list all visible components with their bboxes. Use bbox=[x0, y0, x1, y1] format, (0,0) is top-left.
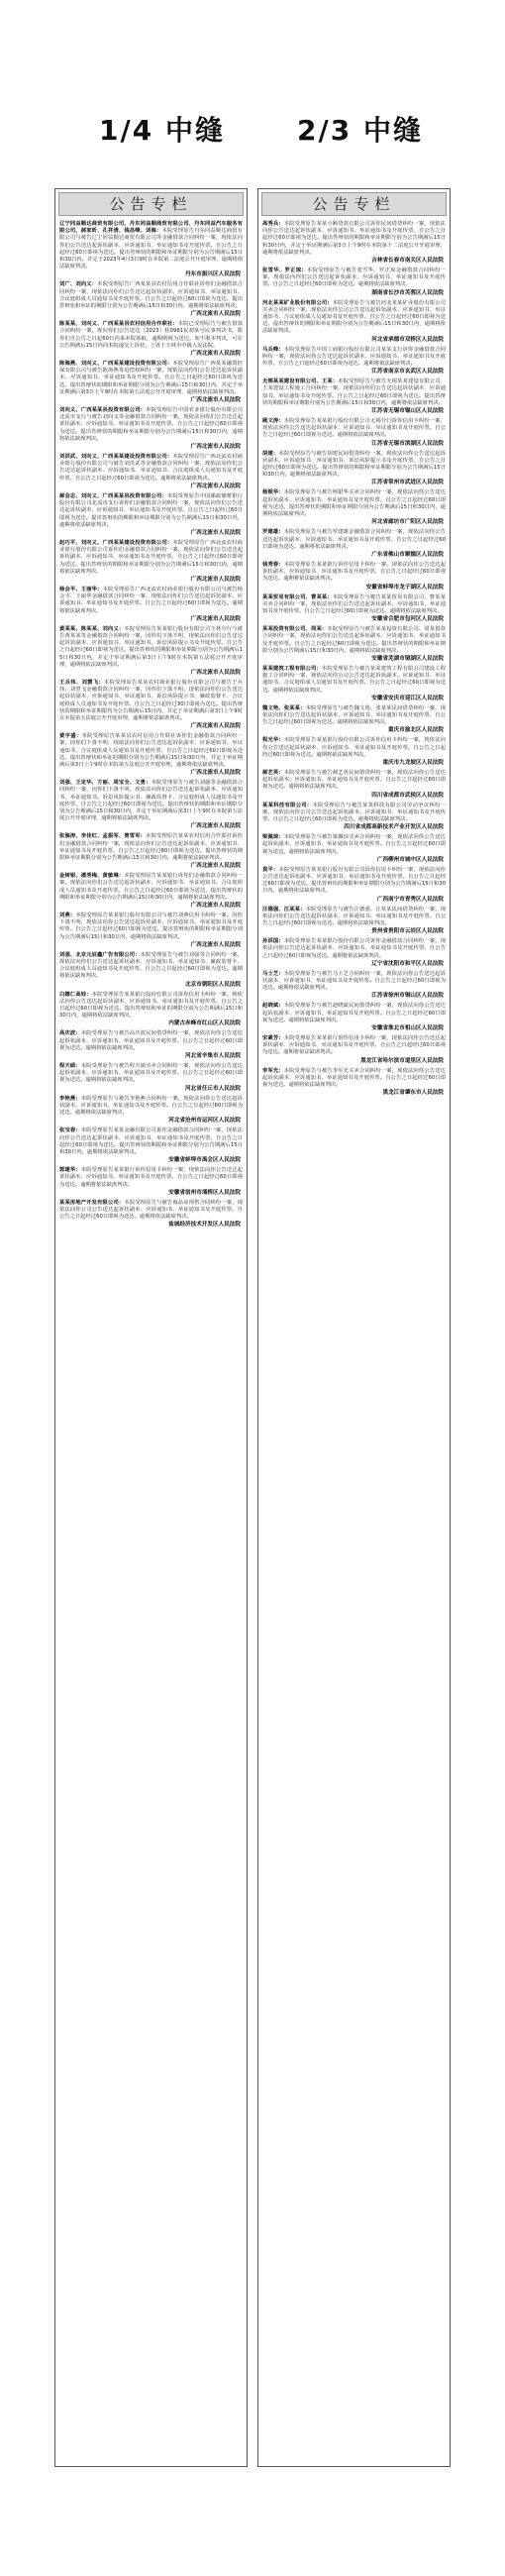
notice-party: 刘广、刘向义： bbox=[59, 281, 98, 288]
notice-body bbox=[262, 938, 446, 960]
notice-body bbox=[262, 705, 446, 727]
notice-party: 赵晓斌： bbox=[262, 1003, 284, 1010]
notice-issuer: 安徽省芜湖市镜湖区人民法院 bbox=[371, 655, 444, 662]
notice-issuer: 广西北流市人民法院 bbox=[190, 903, 241, 910]
notice-text: 本院受理原告与被告汪德强、汪某某民间借贷纠纷一案，现依法向你们公告送达起诉状副本、应诉通知书、举证通知书及开庭传票。自公告之日起经过60日即视为送达。逾期将依法缺席判决。 bbox=[262, 906, 446, 927]
notice-body bbox=[59, 587, 243, 615]
notice-issuer: 黑龙江省哈尔滨市道里区人民法院 bbox=[360, 1057, 444, 1064]
court-notice bbox=[262, 666, 446, 702]
notice-body bbox=[59, 407, 243, 443]
notice-party: 郝艺英： bbox=[262, 769, 284, 776]
court-notice bbox=[59, 1030, 243, 1060]
notice-body bbox=[59, 992, 243, 1020]
notice-body bbox=[59, 321, 243, 350]
court-notice bbox=[262, 300, 446, 344]
notice-text: 本院受理原告某某小额贷款有限公司诉你民间借贷纠纷一案，现依法向你公告送达起诉状副本、应诉通知书、举证通知书及开庭传票。自公告之日起经过60日即视为送达。提出答辩状的期限和举证期限分别为公告期满后15日和30日内，并定于举证期满后第3日上午9时在本院第十二法庭公开开庭审理，逾期将依法缺席判决。 bbox=[262, 221, 446, 256]
notice-party: 顾文涛： bbox=[262, 418, 284, 425]
notice-body bbox=[59, 680, 243, 722]
court-notice bbox=[59, 321, 243, 358]
notice-party: 梁佩琼： bbox=[262, 834, 284, 841]
notice-issuer: 广西北流市人民法院 bbox=[190, 483, 241, 489]
left-column-heading: 1/4 中缝 bbox=[99, 114, 225, 147]
court-notice bbox=[262, 938, 446, 968]
notice-issuer: 广西北流市人民法院 bbox=[190, 529, 241, 536]
notice-party: 张海涛、李佳红、孟振军、曾雪军： bbox=[59, 833, 147, 840]
notice-text: 本院受理原告与被告刘强等金融借款合同纠纷一案，因你们下落不明，现依法向你们公告送达起诉状副本、应诉通知书、举证通知书、诉讼风险提示书、廉政监督卡、合议庭组成人员通知书及开庭传票。自公告之日起经过60日即视为送达。提出答辩状的期限和举证期限分别为公告期满后15日和30日内，并定于举证期满后第3日上午9时在本院第五法庭公开开庭审理，逾期将依法缺席判决。 bbox=[59, 780, 243, 822]
notice-issuer: 丹东市振兴区人民法院 bbox=[185, 271, 241, 278]
notice-issuer: 河北省廊坊市广阳区人民法院 bbox=[371, 519, 444, 526]
court-notice bbox=[262, 705, 446, 735]
court-notice bbox=[262, 418, 446, 448]
notice-party: 某某贸易有限公司、曹某某： bbox=[262, 593, 333, 600]
notice-text: 本院受理原告与被告河北某某矿业股份有限公司买卖合同纠纷一案，现依法向你公司公告送达起诉状副本、应诉通知书、举证通知书、合议庭组成人员通知书及开庭传票。自公告之日起经过60日即视为送达。提出答辩状的期限和举证期限分别为公告期满后15日和30日内，逾期将依法缺席判决。 bbox=[262, 299, 446, 335]
notice-body bbox=[59, 952, 243, 981]
notice-issuer: 辽宁省沈阳市和平区人民法院 bbox=[371, 960, 444, 967]
notice-party: 黄宇盛： bbox=[59, 733, 82, 740]
notice-body bbox=[262, 378, 446, 407]
notice-issuer: 广西北流市人民法院 bbox=[190, 723, 241, 730]
notice-party: 宋素芳： bbox=[262, 1035, 284, 1042]
notice-body bbox=[262, 268, 446, 289]
notice-body bbox=[262, 594, 446, 616]
notice-issuer: 广西北流市人民法院 bbox=[190, 397, 241, 404]
court-notice bbox=[59, 873, 243, 910]
notice-body bbox=[262, 562, 446, 584]
court-notice bbox=[59, 540, 243, 584]
notice-body bbox=[59, 1096, 243, 1118]
notice-party: 刘强、王定华、方丽、周宝全、文勇： bbox=[59, 780, 152, 787]
notice-text: 本院受理原告与被告赵晓斌民间借贷纠纷一案，现依法向你公告送达起诉状副本、应诉通知书、举证通知书及开庭传票。自公告之日起经过60日即视为送达。逾期将依法缺席判决。 bbox=[262, 1003, 446, 1023]
notice-text: 本院受理原告与被告某某建筑工程有限公司建设工程施工合同纠纷一案，现依法向你公司公告送达起诉状副本、应诉通知书、举证通知书、合议庭组成人员通知书及开庭传票。自公告之日起经过60日即视为送达。逾期将依法缺席判决。 bbox=[262, 665, 446, 694]
court-notice bbox=[59, 626, 243, 677]
notice-party: 袁平： bbox=[262, 866, 279, 873]
notice-issuer: 安徽省淮北市相山区人民法院 bbox=[371, 1025, 444, 1032]
notice-body bbox=[59, 1127, 243, 1156]
notice-party: 杨银华： bbox=[262, 489, 284, 496]
notice-body bbox=[59, 780, 243, 822]
notice-body bbox=[262, 770, 446, 792]
notice-text: 本院受理原告某某银行股份有限公司诉你金融借款合同纠纷一案，现依法向你公告送达起诉状副本、应诉通知书、举证通知书及开庭传票。自公告之日起经过60日即视为送达。逾期将依法缺席判决。 bbox=[262, 938, 446, 959]
notice-issuer: 江苏省常州市武进区人民法院 bbox=[371, 480, 444, 486]
notice-issuer: 安徽省蚌埠市禹会区人民法院 bbox=[168, 1157, 241, 1164]
notice-body bbox=[59, 493, 243, 529]
court-notice bbox=[59, 833, 243, 870]
notice-text: 本院受理原告某某银行股份有限公司诉你信用卡纠纷一案，现依法向你公告送达起诉状副本、应诉通知书、举证通知书及开庭传票。自公告之日起经过60日即视为送达。逾期将依法缺席判决。 bbox=[262, 737, 446, 758]
court-notice bbox=[59, 221, 243, 278]
notice-issuer: 河北省任丘市人民法院 bbox=[185, 1085, 241, 1092]
notice-text: 本院受理原告与被告李军光买卖合同纠纷一案，现依法向你公告送达起诉状副本、应诉通知书、举证通知书及开庭传票。自公告之日起经过60日即视为送达。逾期将依法缺席判决。 bbox=[262, 1067, 446, 1089]
court-notice bbox=[262, 1035, 446, 1065]
notice-text: 本院受理原告丹东同益顺达商贸有限公司与被告辽宁同益顺达商贸有限公司等金融借款合同纠纷一案，现依法向你们公告送达起诉状副本、应诉通知书、举证通知书及开庭传票。自公告之日起经过60日即视为送达。提出答辩状的期限和举证期限分别为公告期满后15日和30日内。并定于2023年4月3日9时在本院第二法庭公开开庭审理，逾期将依法缺席判决。 bbox=[59, 228, 243, 270]
notice-issuer: 河北省承德市双桥区人民法院 bbox=[371, 336, 444, 343]
notice-body bbox=[262, 1003, 446, 1024]
notice-issuer: 广西北流市人民法院 bbox=[190, 770, 241, 777]
notice-body bbox=[262, 1068, 446, 1090]
notice-text: 本院受理原告广西某某县农村信用合作联社诉你们金融借款合同纠纷一案，现依法向你们公告送达起诉状副本、应诉通知书、举证通知书、合议庭组成人员通知书及开庭传票。自公告之日起经过60日即视为送达。提出答辩状和举证的期限分别为公告期满后15日和30日内，逾期将依法缺席判决。 bbox=[59, 281, 243, 310]
notice-text: 本院受理原告广西某某融资担保有限公司与被告陈海燕等追偿权纠纷一案，现依法向你们公告送达起诉状副本、应诉通知书、举证通知书及开庭传票。自公告之日起经过60日即视为送达。提出答辩状的期限和举证期限分别为公告期满后15日和30日内，并定于举证期满后第3日上午9时在本院第五法庭公开开庭审理，逾期将依法缺席判决。 bbox=[59, 361, 243, 395]
notice-party: 胡建： bbox=[262, 450, 279, 457]
notice-body bbox=[262, 834, 446, 856]
notice-text: 本院受理原告某某银行股份有限公司玉林分行与被告黄某某等金融借款合同纠纷一案，因你们下落不明，现依法向你们公告送达起诉状副本、应诉通知书、举证通知书、诉讼风险提示书及开庭传票。自公告之日起经过60日即视为送达。提出答辩状的期限和举证期限分别为公告期满后15日和30日内，并定于举证期满后第3日上午9时在本院第五法庭公开开庭审理，逾期将依法缺席判决。 bbox=[59, 625, 243, 668]
notice-issuer: 湖南省长沙市芙蓉区人民法院 bbox=[371, 289, 444, 296]
notice-text: 本院受理原告与被告李艳燕合同纠纷一案，现依法向你公告送达起诉状副本、应诉通知书、举证通知书及开庭传票。自公告之日起经过60日即视为送达。逾期将依法缺席判决。 bbox=[59, 1095, 243, 1117]
notice-text: 本院受理原告与被告魏文艳、张某某民间借贷纠纷一案，现依法向你们公告送达起诉状副本、应诉通知书、举证通知书及开庭传票。自公告之日起经过60日即视为送达。逾期将依法缺席判决。 bbox=[262, 704, 446, 726]
court-notice bbox=[59, 493, 243, 537]
notice-body bbox=[59, 281, 243, 310]
court-notice bbox=[59, 912, 243, 949]
notice-party: 李艳燕： bbox=[59, 1095, 81, 1102]
court-notice bbox=[262, 489, 446, 526]
notice-issuer: 重庆市渝北区人民法院 bbox=[388, 727, 444, 734]
court-notice bbox=[262, 268, 446, 297]
notice-party: 高秀兵： bbox=[262, 221, 284, 227]
notice-body bbox=[59, 1063, 243, 1085]
notice-party: 孙洪国： bbox=[262, 938, 284, 945]
notice-body bbox=[59, 1030, 243, 1052]
notice-issuer: 内蒙古赤峰市红山区人民法院 bbox=[168, 1020, 241, 1027]
notice-body bbox=[59, 1167, 243, 1189]
notice-party: 无锡某某建设有限公司、王某： bbox=[262, 378, 339, 385]
court-notice bbox=[262, 347, 446, 376]
court-notice bbox=[262, 867, 446, 904]
notice-issuer: 广西北流市人民法院 bbox=[190, 823, 241, 830]
right-notices bbox=[258, 219, 450, 1102]
notice-issuer: 广西北流市人民法院 bbox=[190, 941, 241, 948]
notice-party: 程天硕： bbox=[59, 1063, 81, 1070]
court-notice bbox=[262, 529, 446, 559]
court-notice bbox=[59, 281, 243, 318]
notice-issuer: 广西北流市人民法院 bbox=[190, 669, 241, 676]
right-column-title: 公告专栏 bbox=[261, 192, 447, 216]
notice-text: 本院受理原告与被告商品房预售合同纠纷一案，现依法向你公司公告送达起诉状副本、应诉通知书、举证通知书及开庭传票。自公告之日起经过60日即视为送达。逾期将依法缺席判决。 bbox=[59, 1199, 243, 1221]
notice-party: 黄某某、陈某某、刘向义： bbox=[59, 625, 125, 632]
notice-party: 某某建筑工程有限公司： bbox=[262, 665, 322, 672]
notice-issuer: 广西北流市人民法院 bbox=[190, 444, 241, 451]
notice-party: 陈海燕、刘向义、广西某某建设投资有限公司： bbox=[59, 361, 173, 368]
notice-text: 本院受理原告与被告胡建民间借贷纠纷一案，现依法向你公告送达起诉状副本、应诉通知书、举证通知书、诉讼风险提示书及开庭传票。自公告之日起经过60日即视为送达。提出答辩状的期限和举证期限分别为公告期满后15日和30日内，逾期将依法缺席判决。 bbox=[262, 450, 446, 479]
notice-body bbox=[59, 1200, 243, 1222]
notice-text: 本院受理原告与被告张雪华、罗正琼金融借款合同纠纷一案，现依法向你们公告送达起诉状副本、应诉通知书、举证通知书及开庭传票。自公告之日起经过60日即视为送达。逾期将依法缺席判决。 bbox=[262, 268, 446, 288]
notice-text: 本院受理原告中国农业银行股份有限公司北流市支行与被告刘向义等金融借款合同纠纷一案，现依法向你们公告送达起诉状副本、应诉通知书、举证通知书及开庭传票。自公告之日起经过60日即视为送达。提出答辩状的期限和举证期限分别为公告期满后15日和30日内，逾期将依法缺席判决。 bbox=[59, 407, 243, 442]
notice-issuer: 四川省成都高新技术产业开发区人民法院 bbox=[344, 824, 444, 831]
notice-text: 本院受理原告与被告无锡某某建设有限公司、王某建设工程施工合同纠纷一案，现依法向你们公告送达起诉状副本、应诉通知书、举证通知书及开庭传票。自公告之日起经过60日即视为送达。提出答辩状的期限和举证期限分别为公告期满后15日和30日内，逾期将依法缺席判决。 bbox=[262, 378, 446, 406]
notice-text: 本院受理原告与被告程天硕买卖合同纠纷一案，现依法向你公告送达起诉状副本、应诉通知书、举证通知书及开庭传票。自公告之日起经过60日即视为送达。逾期将依法缺席判决。 bbox=[59, 1063, 243, 1084]
notice-body bbox=[59, 626, 243, 669]
court-notice bbox=[262, 737, 446, 767]
right-column-heading: 2/3 中缝 bbox=[297, 114, 423, 147]
notice-body bbox=[59, 221, 243, 270]
notice-text: 本院受理原告与被告郝艺英民间借贷纠纷一案，现依法向你公告送达起诉状副本、应诉通知书、举证通知书及开庭传票。自公告之日起经过60日即视为送达。逾期将依法缺席判决。 bbox=[262, 769, 446, 791]
notice-text: 本院受理原告与被告某某贸易有限公司、曹某某买卖合同纠纷一案，现依法向你们公告送达起诉状副本、应诉通知书、举证通知书及开庭传票。自公告之日起经过60日即视为送达。逾期将依法缺席判决。 bbox=[262, 593, 446, 614]
notice-text: 本院受理原告某某银行股份有限公司与被告刘燕信用卡纠纷一案，因你下落不明，现依法向你公告送达起诉状副本、应诉通知书、举证通知书及开庭传票。自公告之日起经过60日即视为送达。提出答辩状的期限和举证期限分别为公告期满后15日和30日内，逾期将依法缺席判决。 bbox=[59, 912, 243, 940]
notice-text: 本院受理原告广西北流农村商业银行股份有限公司与被告杨会平、王丽华金融借款合同纠纷一案，现依法向你们公告送达起诉状副本、应诉通知书、举证通知书及开庭传票。自公告之日起经过60日即视为送达。逾期将依法缺席判决。 bbox=[59, 586, 243, 614]
notice-body bbox=[262, 489, 446, 518]
right-announcement-column bbox=[257, 188, 451, 2467]
notice-party: 刘强、北京元辰鑫广告有限公司： bbox=[59, 951, 141, 958]
notice-issuer: 江苏省徐州市铜山区人民法院 bbox=[371, 993, 444, 1000]
notice-party: 郝会志、刘向义、广西某某县投资有限公司： bbox=[59, 492, 167, 499]
court-notice bbox=[262, 1003, 446, 1032]
notice-body bbox=[262, 666, 446, 695]
court-notice bbox=[59, 1200, 243, 1230]
notice-text: 本院受理原告某某农村商业银行股份有限公司与被告王兵伟、刘慧飞金融借款合同纠纷一案，因你们下落不明，现依法向你们公告送达起诉状副本、应诉通知书、举证通知书、诉讼风险提示书、廉政监督卡、合议庭组成人员通知书及开庭传票。自公告之日起经过30日即视为送达。提出答辩状的期限和举证期限均为公告期满后15日内，并定于举证期满后第3日上午9时在本院第五法庭公开开庭审理，逾期将依法缺席判决。 bbox=[59, 679, 243, 721]
notice-body bbox=[262, 221, 446, 257]
notice-text: 本院受理原告某某银行股份有限公司诉你信用卡纠纷一案，现依法向你公告送达起诉状副本、应诉通知书、举证通知书及开庭传票。自公告之日起经过60日即视为送达。提出答辩状和举证的期限分别为公告期满后15日和30日内，逾期将依法缺席判决。 bbox=[59, 991, 243, 1020]
notice-party: 刘燕： bbox=[59, 912, 76, 919]
court-notice bbox=[262, 971, 446, 1001]
notice-party: 魏文艳、张某某： bbox=[262, 704, 306, 711]
notice-party: 金树银、潘秀梅、黄敏琳： bbox=[59, 873, 125, 880]
court-notice bbox=[59, 407, 243, 451]
notice-text: 本院受理原告中国邮政储蓄银行股份有限公司北流市支行诉你们金融借款合同纠纷一案，现依法向你们公告送达起诉状副本、应诉通知书、举证通知书及开庭传票。自公告之日起经过60日即视为送达。提出答辩状的期限和举证期限分别为公告期满后15日和30日内，逾期将依法缺席判决。 bbox=[59, 492, 243, 528]
notice-text: 本院受理原告与被告梁佩琼买卖合同纠纷一案，现依法向你公告送达起诉状副本、应诉通知书、举证通知书及开庭传票。自公告之日起经过60日即视为送达。逾期将依法缺席判决。 bbox=[262, 834, 446, 855]
notice-issuer: 江苏省南京市玄武区人民法院 bbox=[371, 369, 444, 376]
court-notice bbox=[59, 1167, 243, 1197]
notice-party: 河北某某矿业股份有限公司： bbox=[262, 299, 333, 306]
notice-party: 某某投资有限公司、周某： bbox=[262, 626, 328, 633]
notice-text: 本院受理原告某某银行诉你们金融借款合同纠纷一案，现依法向你们公告送达起诉状副本、应诉通知书、举证通知书、合议庭组成人员通知书及开庭传票。自公告之日起经过60日即视为送达。提出答辩状的期限和举证期限分别为公告期满后15日和30日内，逾期将依法缺席判决。 bbox=[59, 873, 243, 901]
notice-issuer: 广西柳州市城中区人民法院 bbox=[376, 856, 444, 863]
court-notice bbox=[262, 594, 446, 624]
notice-text: 本院受理原告中国工商银行股份有限公司某某支行诉你金融借款合同纠纷一案，现依法向你公告送达起诉状副本、应诉通知书、举证通知书及开庭传票。自公告之日起经过60日即视为送达。逾期将依法缺席判决。 bbox=[262, 346, 446, 368]
notice-party: 马士芝： bbox=[262, 970, 284, 977]
notice-body bbox=[59, 733, 243, 769]
court-notice bbox=[59, 361, 243, 404]
notice-text: 本院受理原告某某金融有限公司诉你金融借款合同纠纷一案，现依法向你公告送达起诉状副本、应诉通知书、举证通知书及开庭传票。自公告之日起经过60日即视为送达。提出答辩状的期限和举证期限分别为公告期满后15日和30日内，逾期将依法缺席判决。 bbox=[59, 1127, 243, 1155]
notice-party: 白娜仁高娃： bbox=[59, 991, 92, 998]
court-notice bbox=[59, 680, 243, 730]
notice-text: 本院受理原告与被告杨银华买卖合同纠纷一案，现依法向你公告送达起诉状副本、应诉通知书、举证通知书及开庭传票。自公告之日起经过60日即视为送达。提出答辩状的期限和举证期限分别为公告期满后15日和30日内，逾期将依法缺席判决。 bbox=[262, 489, 446, 518]
notice-party: 刘向义、广西某某县投资有限公司： bbox=[59, 407, 147, 414]
notice-issuer: 吉林省长春市南关区人民法院 bbox=[371, 258, 444, 265]
notice-party: 辽宁同益顺达商贸有限公司、丹东同益顺商贸有限公司、丹东同益汽车服务有限公司、郝家昕、孔祥清、钱昌峰、刘海： bbox=[59, 221, 243, 235]
notice-text: 本院受理原告某某银行股份有限公司无锡分行诉你信用卡纠纷一案，现依法向你公告送达起诉状副本、应诉通知书、举证通知书及开庭传票。自公告之日起经过60日即视为送达。逾期将依法缺席判决。 bbox=[262, 418, 446, 439]
notice-party: 马兵峰： bbox=[262, 346, 284, 353]
notice-party: 刘洪武、刘向义、广西某某建设投资有限公司： bbox=[59, 454, 173, 461]
notice-body bbox=[262, 971, 446, 993]
notice-body bbox=[262, 529, 446, 551]
court-notice bbox=[59, 454, 243, 490]
notice-text: 本院受理原告广西北流农村商业银行股份有限公司诉你们金融借款合同纠纷一案，现依法向你们公告送达起诉状副本、应诉通知书、举证通知书及开庭传票。自公告之日起经过60日即视为送达。提出答辩状的期限和举证期限分别为公告期满后15日和30日内，逾期将依法缺席判决。 bbox=[59, 539, 243, 575]
notice-body bbox=[59, 912, 243, 941]
notice-body bbox=[262, 300, 446, 336]
notice-text: 本院受理原告广西北流农村商业银行股份有限公司与被告刘洪武等金融借款合同纠纷一案，现依法向你们公告送达起诉状副本、应诉通知书、举证通知书、合议庭组成人员通知书及开庭传票。自公告之日起经过60日即视为送达。逾期将依法缺席判决。 bbox=[59, 454, 243, 482]
notice-body bbox=[262, 907, 446, 928]
notice-party: 李军光： bbox=[262, 1067, 284, 1074]
notice-body bbox=[59, 873, 243, 902]
notice-text: 本院受理原告与被告刘强等合同纠纷一案，现依法向你们公告送达起诉状副本、应诉通知书、举证通知书、廉政监督卡、合议庭组成人员通知书及开庭传票。自公告之日起经过60日即视为送达。逾期将依法缺席判决。 bbox=[59, 951, 243, 980]
notice-issuer: 河北省沧州市运河区人民法院 bbox=[168, 1118, 241, 1125]
notice-body bbox=[262, 347, 446, 369]
court-notice bbox=[59, 1063, 243, 1093]
notice-issuer: 安徽省蚌埠市龙子湖区人民法院 bbox=[365, 584, 444, 590]
notice-issuer: 广西北流市人民法院 bbox=[190, 863, 241, 870]
left-announcement-column bbox=[54, 188, 248, 2467]
notice-text: 本院受理原告与被告某某投资有限公司、周某借款合同纠纷一案，现依法向你们公告送达起诉状副本、应诉通知书、举证通知书及开庭传票。自公告之日起经过60日即视为送达。提出答辩状的期限和举证期限分别为公告期满后15日和30日内，逾期将依法缺席判决。 bbox=[262, 626, 446, 654]
notice-party: 王兵伟、刘慧飞： bbox=[59, 679, 104, 686]
notice-body bbox=[59, 540, 243, 576]
notice-issuer: 黑龙江省肇东市人民法院 bbox=[382, 1090, 444, 1097]
notice-party: 某某科技有限公司： bbox=[262, 802, 313, 808]
court-notice bbox=[59, 1096, 243, 1126]
notice-issuer: 重庆市九龙坡区人民法院 bbox=[382, 759, 444, 766]
notice-issuer: 江苏省无锡市锡山区人民法院 bbox=[371, 408, 444, 415]
notice-body bbox=[59, 454, 243, 483]
notice-text: 本院已受理原告与被告借款合同纠纷一案，现向你们公告送达（2023）桂0981民初某号民事判决书。限你们自公告之日起60日内来本院领取，逾期则视为送达。如不服本判决，可在公告期满后15日内向本院递交上诉状，上诉于玉林市中级人民法院。 bbox=[59, 321, 243, 349]
court-notice bbox=[262, 770, 446, 800]
notice-issuer: 安徽省安庆市迎江区人民法院 bbox=[371, 695, 444, 701]
notice-text: 本院受理原告某某银行股份有限公司诉你信用卡纠纷一案，现依法向你公告送达起诉状副本、应诉通知书、举证通知书及开庭传票。自公告之日起经过60日即视为送达。提出答辩状的期限和举证期限分别为公告期满后15日和30日内，逾期将依法缺席判决。 bbox=[262, 866, 446, 895]
court-notice bbox=[59, 952, 243, 989]
notice-body bbox=[59, 361, 243, 396]
notice-issuer: 广西北流市人民法院 bbox=[190, 615, 241, 622]
court-notice bbox=[59, 1127, 243, 1164]
court-notice bbox=[262, 907, 446, 936]
notice-issuer: 广东省佛山市顺德区人民法院 bbox=[371, 551, 444, 558]
notice-text: 本院受理原告某某银行诉你信用卡纠纷一案，现依法向你公告送达起诉状副本、应诉通知书、举证通知书及开庭传票。自公告之日起经过60日即视为送达。逾期将依法缺席判决。 bbox=[59, 1167, 243, 1188]
court-notice bbox=[262, 803, 446, 832]
notice-party: 张雪华、罗正琼： bbox=[262, 268, 307, 274]
notice-issuer: 广西北流市人民法院 bbox=[190, 576, 241, 583]
notice-party: 某某房地产开发有限公司： bbox=[59, 1199, 125, 1206]
notice-body bbox=[262, 418, 446, 440]
left-notices bbox=[55, 219, 247, 1234]
notice-issuer: 北京市朝阳区人民法院 bbox=[185, 981, 241, 988]
notice-body bbox=[262, 1035, 446, 1057]
court-notice bbox=[262, 626, 446, 663]
notice-body bbox=[262, 626, 446, 655]
court-notice bbox=[262, 834, 446, 864]
notice-party: 陈某某、刘向义、广西某某县农村信用合作联社： bbox=[59, 321, 178, 328]
court-notice bbox=[59, 780, 243, 830]
notice-party: 张宝春： bbox=[59, 1127, 81, 1134]
notice-issuer: 广西北流市人民法院 bbox=[190, 351, 241, 358]
notice-text: 本院受理原告某某县农村信用合作联社诉你们金融借款合同纠纷一案，因你们下落不明，现依法向你们公告送达起诉状副本、应诉通知书、举证通知书、合议庭组成人员通知书及开庭传票。自公告之日起经过60日即视为送达。提出答辩状和举证的期限分别为公告期满后15日和30日内，并定于举证期满后第3日上午9时在本院第五法庭公开开庭审理，逾期将依法缺席判决。 bbox=[59, 733, 243, 768]
notice-party: 程光华： bbox=[262, 737, 284, 744]
notice-text: 本院受理原告与被告高庆波民间借贷纠纷一案，现依法向你公告送达起诉状副本、应诉通知书、举证通知书及开庭传票。自公告之日起经过60日即视为送达。逾期将依法缺席判决。 bbox=[59, 1030, 243, 1051]
court-notice bbox=[262, 378, 446, 415]
notice-body bbox=[59, 833, 243, 862]
court-notice bbox=[59, 992, 243, 1028]
court-notice bbox=[59, 587, 243, 623]
notice-party: 赵巧平、刘向义、广西某某建设投资有限公司： bbox=[59, 539, 173, 546]
left-column-title: 公告专栏 bbox=[58, 192, 244, 216]
notice-issuer: 广西北流市人民法院 bbox=[190, 311, 241, 318]
notice-issuer: 河北省辛集市人民法院 bbox=[185, 1053, 241, 1060]
court-notice bbox=[59, 733, 243, 777]
notice-party: 钱秀春： bbox=[262, 561, 284, 568]
notice-party: 郭建华： bbox=[59, 1167, 81, 1174]
notice-text: 本院受理原告某某银行诉你信用卡纠纷一案，现依法向你公告送达起诉状副本、应诉通知书、举证通知书及开庭传票。自公告之日起经过60日即视为送达。逾期将依法缺席判决。 bbox=[262, 1035, 446, 1056]
notice-issuer: 贵州省贵阳市云岩区人民法院 bbox=[371, 928, 444, 935]
notice-party: 汪德强、汪某某： bbox=[262, 906, 306, 912]
notice-issuer: 广西南宁市青秀区人民法院 bbox=[376, 896, 444, 903]
notice-issuer: 安徽省合肥市包河区人民法院 bbox=[371, 616, 444, 623]
notice-party: 罗建雄： bbox=[262, 529, 284, 536]
notice-party: 高庆波： bbox=[59, 1030, 81, 1037]
court-notice bbox=[262, 562, 446, 591]
notice-body bbox=[262, 867, 446, 896]
notice-body bbox=[262, 451, 446, 480]
notice-text: 本院受理原告与被告某某科技有限公司劳动争议纠纷一案，现依法向你公司公告送达起诉状副本、应诉通知书、举证通知书及开庭传票。自公告之日起经过60日即视为送达。逾期将依法缺席判决。 bbox=[262, 802, 446, 822]
court-notice bbox=[262, 451, 446, 487]
notice-party: 杨会平、王丽华： bbox=[59, 586, 103, 592]
notice-body bbox=[262, 737, 446, 759]
notice-issuer: 四川省成都市武侯区人民法院 bbox=[371, 792, 444, 799]
notice-text: 本院受理原告某某银行诉你信用卡纠纷一案，现依法向你公告送达起诉状副本、应诉通知书、举证通知书及开庭传票。自公告之日起经过60日即视为送达。逾期将依法缺席判决。 bbox=[262, 561, 446, 583]
notice-issuer: 盐城经济技术开发区人民法院 bbox=[168, 1222, 241, 1229]
court-notice bbox=[262, 1068, 446, 1098]
notice-body bbox=[262, 803, 446, 824]
court-notice bbox=[262, 221, 446, 265]
notice-text: 本院受理原告与被告罗建雄金融借款合同纠纷一案，现依法向你公告送达起诉状副本、应诉通知书、举证通知书及开庭传票。自公告之日起经过60日即视为送达。逾期将依法缺席判决。 bbox=[262, 529, 446, 550]
notice-issuer: 安徽省宿州市埇桥区人民法院 bbox=[168, 1189, 241, 1196]
notice-issuer: 江苏省无锡市滨湖区人民法院 bbox=[371, 440, 444, 447]
notice-text: 本院受理原告与被告马士芝合同纠纷一案，现依法向你公告送达起诉状副本、应诉通知书、举证通知书及开庭传票。自公告之日起经过60日即视为送达。逾期将依法缺席判决。 bbox=[262, 970, 446, 992]
notice-text: 本院受理原告某某农村信用合作联社诉你们金融借款合同纠纷一案，现依法向你们公告送达起诉状副本、应诉通知书、举证通知书及开庭传票。自公告之日起经过60日即视为送达。提出答辩状的期限和举证期限分别为公告期满后15日和30日内，逾期将依法缺席判决。 bbox=[59, 833, 243, 862]
